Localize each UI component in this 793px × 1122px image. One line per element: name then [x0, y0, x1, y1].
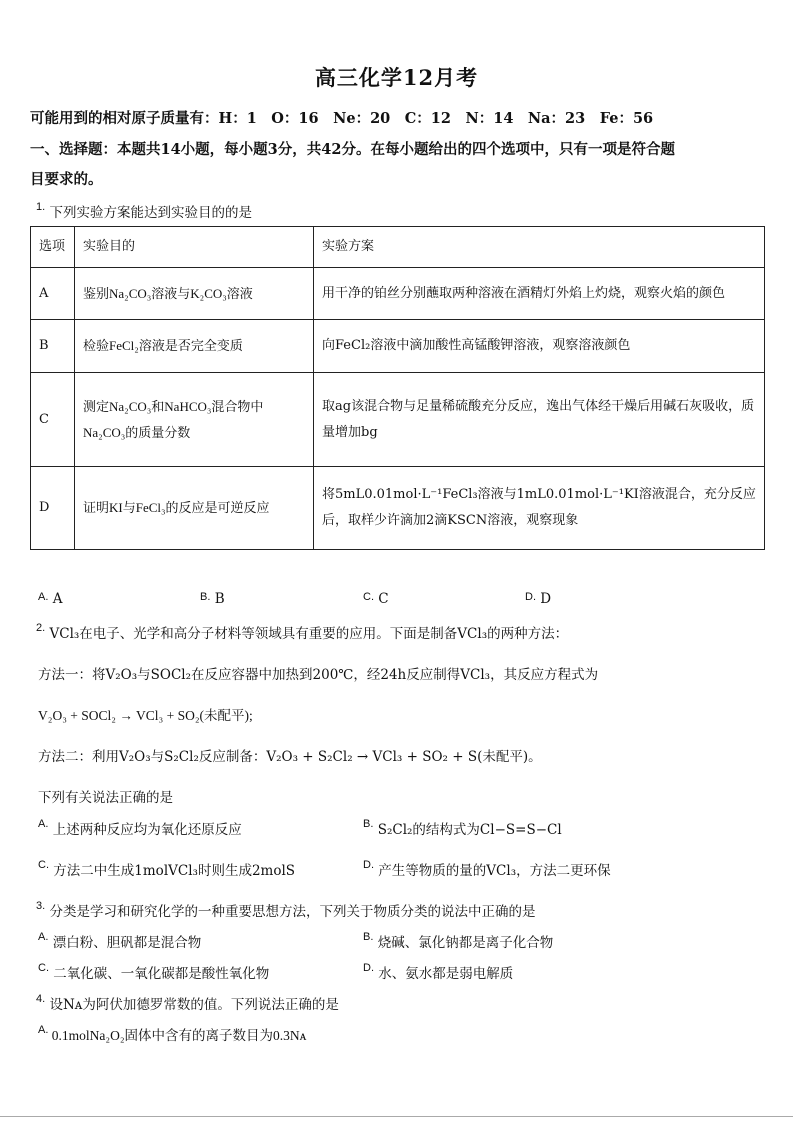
q1-option-b-text: B	[214, 591, 225, 607]
q1-option-c-label: C.	[363, 591, 374, 603]
q1-option-a[interactable]	[38, 591, 62, 607]
q1-option-c[interactable]	[363, 591, 389, 607]
q1-row-c-plan: 取ag该混合物与足量稀硫酸充分反应，逸出气体经干燥后用碱石灰吸收，质量增加bg	[314, 373, 765, 467]
q1-option-a-label: A.	[38, 591, 49, 603]
q2-option-c-label: C.	[38, 859, 49, 871]
q2-option-b-label: B.	[363, 818, 374, 830]
q1-option-b-label: B.	[200, 591, 211, 603]
q1-table	[30, 226, 765, 550]
q1-header-option: 选项	[31, 227, 75, 268]
q1-row-b-option: B	[31, 320, 75, 373]
q2-option-b[interactable]	[363, 818, 562, 838]
q1-table-row	[31, 268, 765, 320]
q3-option-d-text: 水、氨水都是弱电解质	[378, 966, 514, 982]
q1-table-header-row	[31, 227, 765, 268]
q1-option-b[interactable]	[200, 591, 225, 607]
q2-method1: 方法一：将V₂O₃与SOCl₂在反应容器中加热到200℃，经24h反应制得VCl₃，其反应方程式为	[38, 667, 599, 683]
q1-table-row	[31, 373, 765, 467]
q3-option-c-label: C.	[38, 962, 49, 974]
q1-option-d[interactable]	[525, 591, 551, 607]
q2-option-d[interactable]	[363, 859, 611, 879]
q2-equation1: V₂O₃ + SOCl₂ → VCl₃ + SO₂(未配平);	[38, 708, 253, 723]
q1-stem: 下列实验方案能达到实验目的的是	[49, 205, 252, 221]
q1-number: 1.	[36, 201, 46, 213]
q3-option-a-text: 漂白粉、胆矾都是混合物	[52, 935, 202, 951]
q2-option-d-text: 产生等物质的量的VCl₃，方法二更环保	[378, 863, 611, 879]
q3-option-b[interactable]	[363, 931, 553, 951]
q1-table-row	[31, 467, 765, 550]
q3-option-c-text: 二氧化碳、一氧化碳都是酸性氧化物	[53, 966, 270, 982]
section1-heading-line1: 一、选择题：本题共14小题，每小题3分，共42分。在每小题给出的四个选项中，只有一项是符合题	[30, 141, 675, 158]
q2-number: 2.	[36, 622, 46, 634]
q1-row-c-goal: 测定Na₂CO₃和NaHCO₃混合物中Na₂CO₃的质量分数	[75, 373, 314, 467]
q1-header-plan: 实验方案	[314, 227, 765, 268]
q2-option-a-label: A.	[38, 818, 49, 830]
q1-row-c-option: C	[31, 373, 75, 467]
q1-row-d-option: D	[31, 467, 75, 550]
q4-option-a[interactable]	[38, 1024, 306, 1044]
q3-option-a-label: A.	[38, 931, 49, 943]
q2-option-b-text: S₂Cl₂的结构式为Cl−S=S−Cl	[377, 822, 562, 838]
q2-option-c[interactable]	[38, 859, 295, 879]
q2-ask: 下列有关说法正确的是	[38, 790, 173, 806]
q3-option-a[interactable]	[38, 931, 201, 951]
q2-stem: VCl₃在电子、光学和高分子材料等领域具有重要的应用。下面是制备VCl₃的两种方法：	[49, 626, 569, 642]
q1-table-row	[31, 320, 765, 373]
q1-stem-row	[36, 201, 252, 221]
q1-row-a-option: A	[31, 268, 75, 320]
q1-row-d-plan: 将5mL0.01mol·L⁻¹FeCl₃溶液与1mL0.01mol·L⁻¹KI溶液混合，充分反应后，取样少许滴加2滴KSCN溶液，观察现象	[314, 467, 765, 550]
q1-row-d-goal: 证明KI与FeCl₃的反应是可逆反应	[75, 467, 314, 550]
q2-stem-row	[36, 622, 568, 642]
q1-option-c-text: C	[378, 591, 389, 607]
atomic-masses-line: 可能用到的相对原子质量有：H：1 O：16 Ne：20 C：12 N：14 Na：23 Fe：56	[30, 110, 654, 127]
q1-option-d-text: D	[540, 591, 552, 607]
q1-option-a-text: A	[52, 591, 63, 607]
q2-option-a[interactable]	[38, 818, 242, 838]
q1-row-b-plan: 向FeCl₂溶液中滴加酸性高锰酸钾溶液，观察溶液颜色	[314, 320, 765, 373]
q2-option-d-label: D.	[363, 859, 374, 871]
q3-stem: 分类是学习和研究化学的一种重要思想方法，下列关于物质分类的说法中正确的是	[49, 904, 536, 920]
page-bottom-divider	[0, 1116, 793, 1117]
q2-option-c-text: 方法二中生成1molVCl₃时则生成2molS	[53, 863, 296, 879]
q3-option-d-label: D.	[363, 962, 374, 974]
section1-heading-line2: 目要求的。	[30, 171, 103, 188]
q3-stem-row	[36, 900, 535, 920]
q1-header-goal: 实验目的	[75, 227, 314, 268]
q4-option-a-label: A.	[38, 1024, 49, 1036]
q3-option-b-label: B.	[363, 931, 374, 943]
q3-number: 3.	[36, 900, 46, 912]
q2-method2: 方法二：利用V₂O₃与S₂Cl₂反应制备：V₂O₃ + S₂Cl₂ → VCl₃ + SO₂ + S(未配平)。	[38, 749, 542, 765]
q4-stem: 设Nᴀ为阿伏加德罗常数的值。下列说法正确的是	[49, 997, 339, 1013]
q3-option-c[interactable]	[38, 962, 269, 982]
page-title: 高三化学12月考	[314, 65, 479, 90]
q1-option-d-label: D.	[525, 591, 536, 603]
q2-option-a-text: 上述两种反应均为氧化还原反应	[52, 822, 242, 838]
q1-row-b-goal: 检验FeCl₂溶液是否完全变质	[75, 320, 314, 373]
q1-row-a-plan: 用干净的铂丝分别蘸取两种溶液在酒精灯外焰上灼烧，观察火焰的颜色	[314, 268, 765, 320]
q3-option-b-text: 烧碱、氯化钠都是离子化合物	[377, 935, 554, 951]
q4-stem-row	[36, 993, 339, 1013]
q1-row-a-goal: 鉴别Na₂CO₃溶液与K₂CO₃溶液	[75, 268, 314, 320]
q4-number: 4.	[36, 993, 46, 1005]
q3-option-d[interactable]	[363, 962, 513, 982]
q4-option-a-text: 0.1molNa₂O₂固体中含有的离子数目为0.3Nᴀ	[51, 1028, 307, 1043]
